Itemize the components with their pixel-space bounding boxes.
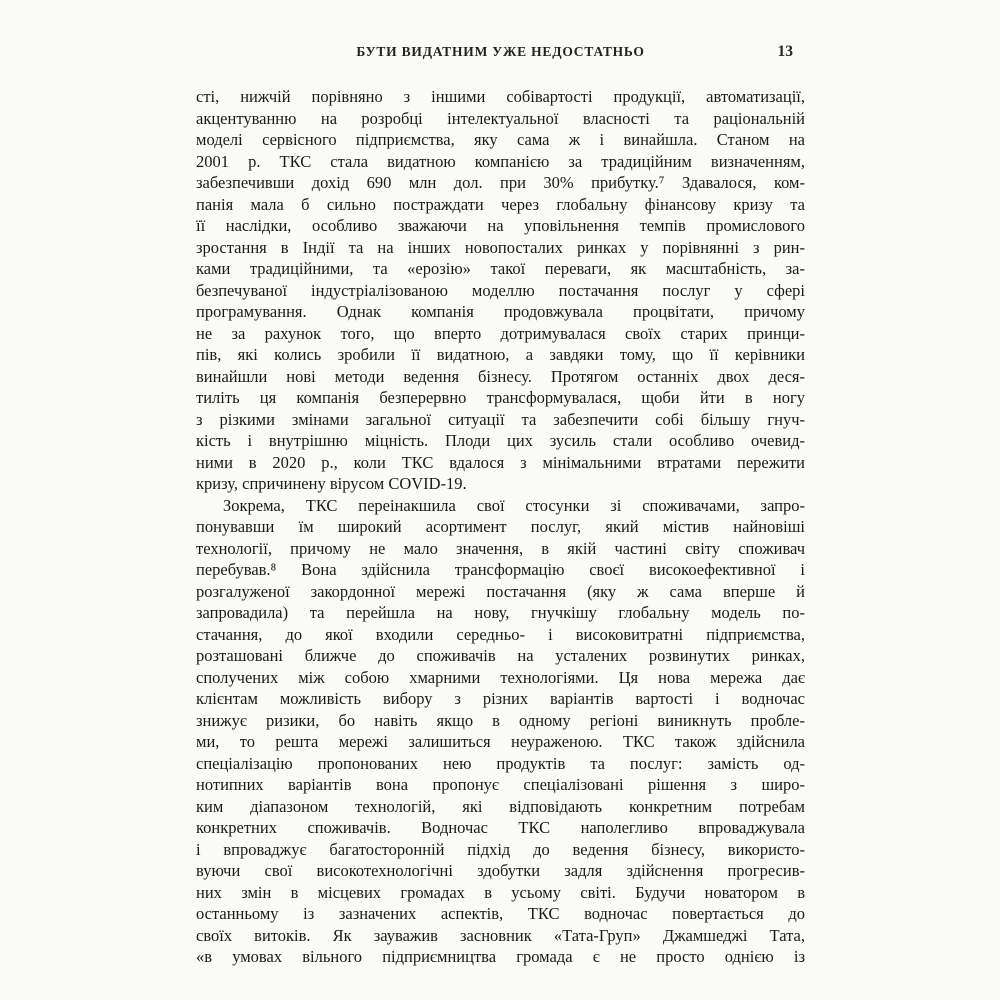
- text-line: програмування. Однак компанія продовжувала процвітати, причому: [196, 302, 805, 321]
- text-line: вуючи свої високотехнологічні здобутки задля здійснення прогресив-: [196, 861, 805, 880]
- text-line: Зокрема, ТКС переінакшила свої стосунки зі споживачами, запро-: [223, 495, 805, 515]
- text-line: 2001 р. ТКС стала видатною компанією за традиційним визначенням,: [196, 151, 805, 171]
- text-line: знижує ризики, бо навіть якщо в одному регіоні виникнуть пробле-: [196, 710, 805, 730]
- text-line: панія мала б сильно постраждати через глобальну фінансову кризу та: [196, 194, 805, 214]
- text-line: винайшли нові методи ведення бізнесу. Протягом останніх двох деся-: [196, 366, 805, 386]
- text-line: конкретних споживачів. Водночас ТКС наполегливо впроваджувала: [196, 818, 805, 837]
- text-line: понувавши їм широкий асортимент послуг, який містив найновіші: [196, 517, 805, 536]
- text-line: не за рахунок того, що вперто дотримувалася своїх старих принци-: [196, 323, 805, 343]
- text-line: сполучених між собою хмарними технологіями. Ця нова мережа дає: [196, 667, 805, 687]
- text-line: з різкими змінами загальної ситуації та забезпечити собі більшу гнуч-: [196, 409, 805, 429]
- text-line: них змін в місцевих громадах в усьому світі. Будучи новатором в: [196, 882, 805, 902]
- text-line: ким діапазоном технологій, які відповідають конкретним потребам: [196, 796, 805, 816]
- text-line: нотипних варіантів вона пропонує спеціалізовані рішення з широ-: [196, 775, 805, 794]
- text-line: пів, які колись зробили її видатною, а завдяки тому, що її керівники: [196, 345, 805, 364]
- text-line: моделі сервісного підприємства, яку сама ж і винайшла. Станом на: [196, 130, 805, 149]
- text-line: безпечуваної індустріалізованою моделлю постачання послуг у сфері: [196, 280, 805, 300]
- page-body: [196, 86, 805, 968]
- text-line: технології, причому не мало значення, в якій частині світу споживач: [196, 538, 805, 558]
- text-line: розташовані ближче до споживачів на усталених розвинутих ринках,: [196, 646, 805, 665]
- text-line: розгалуженої закордонної мережі постачання (яку ж сама вперше й: [196, 581, 805, 601]
- text-line: її наслідки, особливо зважаючи на уповільнення темпів промислового: [196, 216, 805, 235]
- text-line: «в умовах вільного підприємництва громада є не просто однією із: [196, 947, 805, 966]
- text-line: запровадила) та перейшла на нову, гнучкішу глобальну модель по-: [196, 603, 805, 622]
- text-line: ними в 2020 р., коли ТКС вдалося з мінімальними втратами пережити: [196, 452, 805, 472]
- page-header: [196, 44, 805, 66]
- text-line: ми, то решта мережі залишиться неураженою. ТКС також здійснила: [196, 732, 805, 751]
- text-line: кість і внутрішню міцність. Плоди цих зусиль стали особливо очевид-: [196, 431, 805, 450]
- text-line: сті, нижчій порівняно з іншими собівартості продукції, автоматизації,: [196, 87, 805, 106]
- text-line: клієнтам можливість вибору з різних варіантів вартості і водночас: [196, 689, 805, 708]
- running-title: БУТИ ВИДАТНИМ УЖЕ НЕДОСТАТНЬО: [356, 44, 645, 59]
- text-line: і впроваджує багатосторонній підхід до ведення бізнесу, використо-: [196, 839, 805, 859]
- text-line: стачання, до якої входили середньо- і високовитратні підприємства,: [196, 624, 805, 644]
- text-line: спеціалізацію пропонованих нею продуктів та послуг: замість од-: [196, 753, 805, 773]
- text-line: кризу, спричинену вірусом COVID-19.: [196, 474, 467, 493]
- text-line: тиліть ця компанія безперервно трансформувалася, щоби йти в ногу: [196, 388, 805, 407]
- text-line: своїх витоків. Як зауважив засновник «Тата-Груп» Джамшеджі Тата,: [196, 925, 805, 945]
- page-number: 13: [777, 43, 793, 60]
- text-line: зростання в Індії та на інших новопосталих ринках у порівнянні з рин-: [196, 237, 805, 257]
- text-line: ками традиційними, та «ерозію» такої переваги, як масштабність, за-: [196, 259, 805, 278]
- text-line: акцентуванню на розробці інтелектуальної власності та раціональній: [196, 108, 805, 128]
- text-line: перебував.⁸ Вона здійснила трансформацію своєї високоефективної і: [196, 560, 805, 579]
- text-line: останньому із зазначених аспектів, ТКС водночас повертається до: [196, 904, 805, 923]
- text-line: забезпечивши дохід 690 млн дол. при 30% прибутку.⁷ Здавалося, ком-: [196, 173, 805, 192]
